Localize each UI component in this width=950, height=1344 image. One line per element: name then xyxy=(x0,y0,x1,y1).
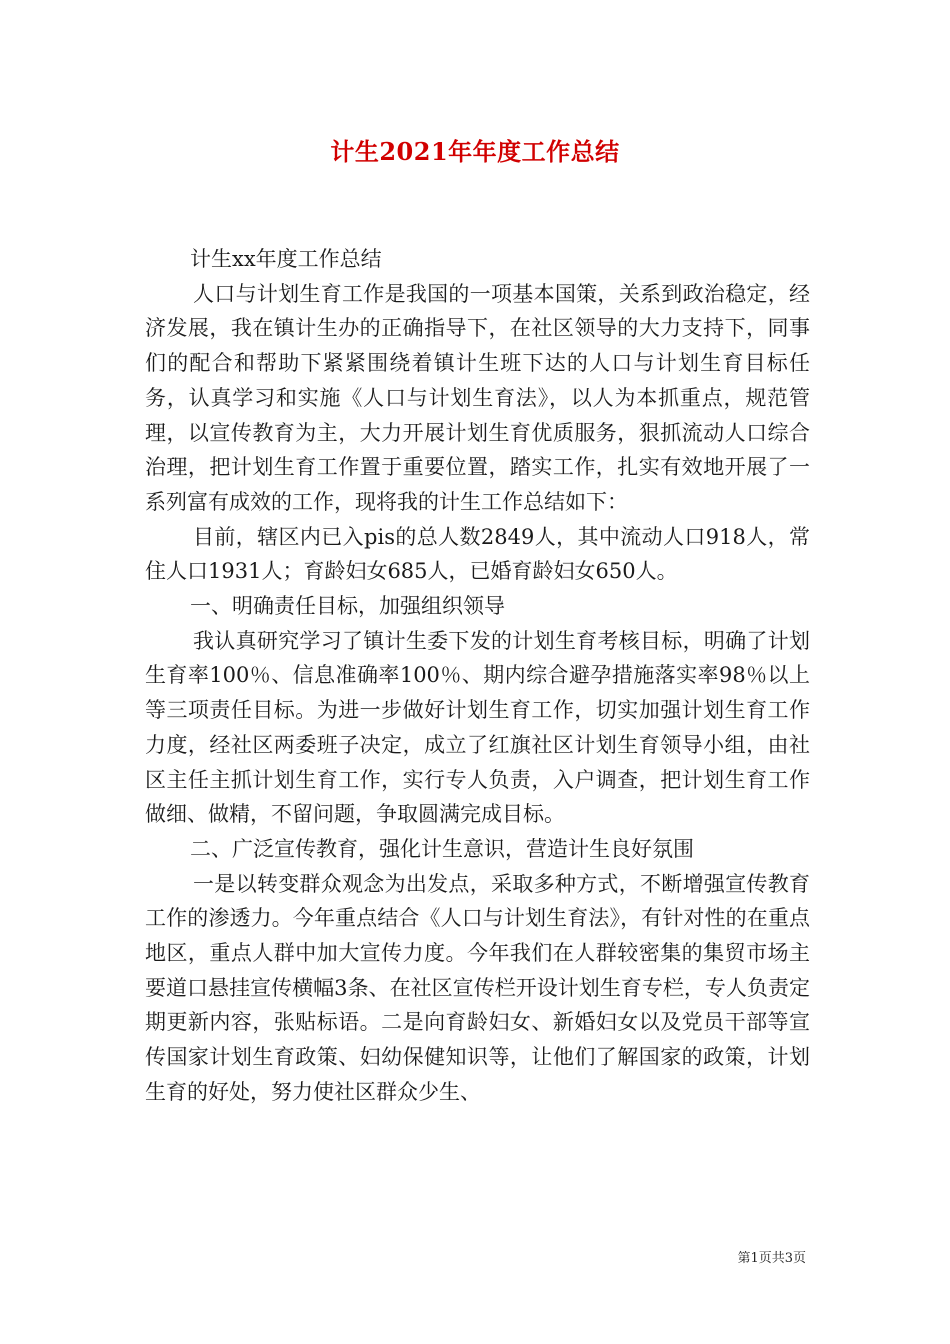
paragraph-section-1: 我认真研究学习了镇计生委下发的计划生育考核目标，明确了计划生育率100％、信息准确率100％、期内综合避孕措施落实率98％以上等三项责任目标。为进一步做好计划生育工作，切实加强计划生育工作力度，经社区两委班子决定，成立了红旗社区计划生育领导小组，由社区主任主抓计划生育工作，实行专人负责，入户调查，把计划生育工作做细、做精，不留问题，争取圆满完成目标。 xyxy=(145,628,810,827)
page-number: 第1页共3页 xyxy=(737,1251,806,1266)
section-heading-1: 一、明确责任目标，加强组织领导 xyxy=(190,594,505,619)
document-subtitle: 计生xx年度工作总结 xyxy=(190,247,382,271)
document-body xyxy=(145,242,810,1110)
paragraph-section-2: 一是以转变群众观念为出发点，采取多种方式，不断增强宣传教育工作的渗透力。今年重点结合《人口与计划生育法》，有针对性的在重点地区，重点人群中加大宣传力度。今年我们在人群较密集的集贸市场主要道口悬挂宣传横幅3条、在社区宣传栏开设计划生育专栏，专人负责定期更新内容，张贴标语。二是向育龄妇女、新婚妇女以及党员干部等宣传国家计划生育政策、妇幼保健知识等，让他们了解国家的政策，计划生育的好处，努力使社区群众少生、 xyxy=(145,871,810,1104)
paragraph-population-stats: 目前，辖区内已入pis的总人数2849人，其中流动人口918人，常住人口1931人；育龄妇女685人，已婚育龄妇女650人。 xyxy=(145,524,810,584)
section-heading-2: 二、广泛宣传教育，强化计生意识，营造计生良好氛围 xyxy=(190,836,694,861)
paragraph-intro: 人口与计划生育工作是我国的一项基本国策，关系到政治稳定，经济发展，我在镇计生办的正确指导下，在社区领导的大力支持下，同事们的配合和帮助下紧紧围绕着镇计生班下达的人口与计划生育目标任务，认真学习和实施《人口与计划生育法》，以人为本抓重点，规范管理，以宣传教育为主，大力开展计划生育优质服务，狠抓流动人口综合治理，把计划生育工作置于重要位置，踏实工作，扎实有效地开展了一系列富有成效的工作，现将我的计生工作总结如下： xyxy=(145,281,810,514)
document-title: 计生2021年年度工作总结 xyxy=(330,137,620,166)
